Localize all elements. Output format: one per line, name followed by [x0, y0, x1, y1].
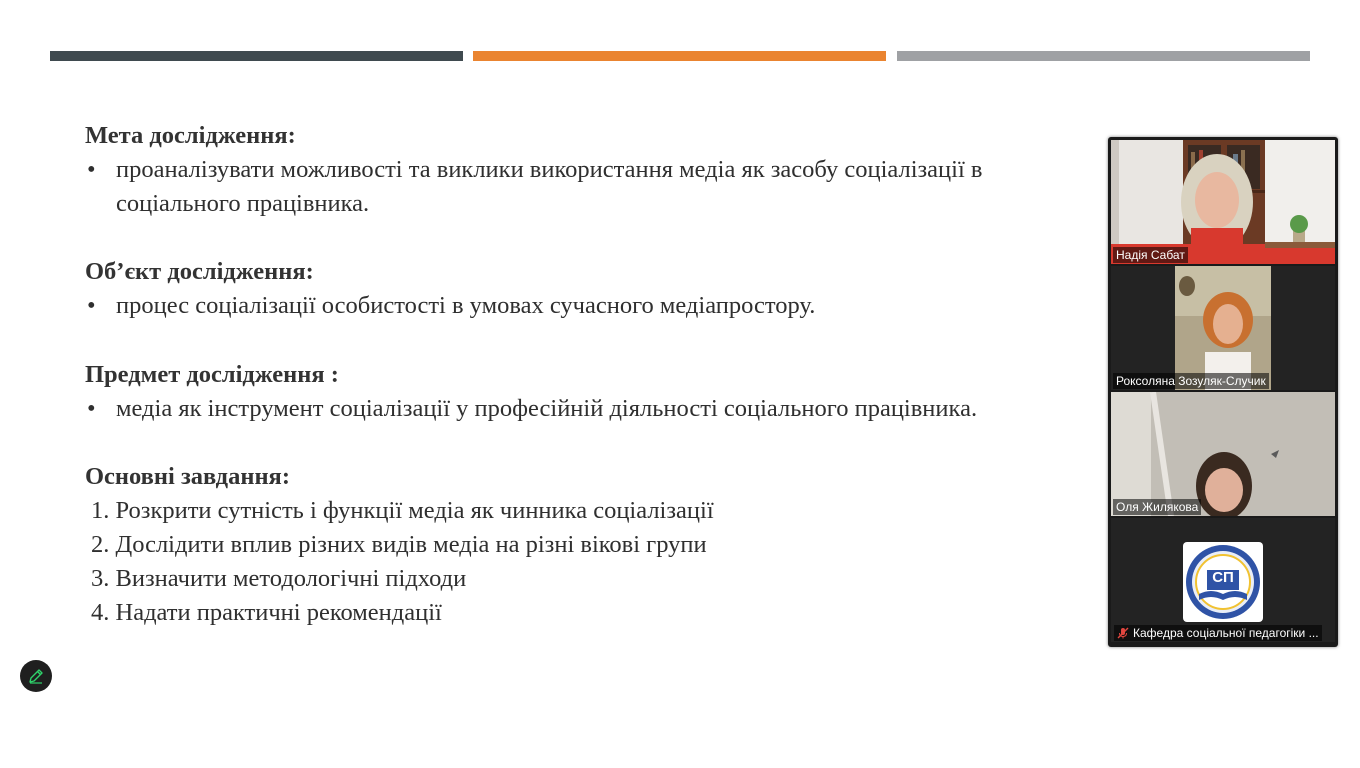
participant-name: Роксоляна Зозуляк-Случик	[1113, 373, 1269, 389]
subject-bullet	[85, 392, 1125, 426]
logo-text: СП	[1212, 569, 1234, 586]
task-item: 3. Визначити методологічні підходи	[91, 565, 467, 592]
participant-tile[interactable]	[1111, 140, 1335, 264]
tasks-heading: Основні завдання:	[85, 463, 290, 490]
object-heading: Об’єкт дослідження:	[85, 258, 314, 285]
video-gallery-panel[interactable]	[1108, 137, 1338, 647]
participant-video	[1111, 266, 1335, 390]
participant-name: Кафедра соціальної педагогіки ...	[1133, 626, 1319, 640]
object-bullet	[85, 289, 1125, 323]
slide-content	[85, 119, 1125, 630]
participant-tile-active-speaker[interactable]	[1111, 392, 1335, 516]
goal-bullet-line1: проаналізувати можливості та виклики використання медіа як засобу соціалізації в	[116, 156, 983, 183]
participant-tile[interactable]	[1111, 518, 1335, 642]
goal-bullet	[85, 153, 1125, 221]
header-bar-dark	[50, 51, 463, 61]
participant-name: Оля Жилякова	[1113, 499, 1201, 515]
goal-heading: Мета дослідження:	[85, 122, 296, 149]
participant-tile[interactable]	[1111, 266, 1335, 390]
subject-heading: Предмет дослідження :	[85, 361, 339, 388]
mic-off-icon	[1117, 627, 1129, 639]
participant-video	[1111, 392, 1335, 516]
participant-video	[1111, 140, 1335, 264]
task-item: 2. Дослідити вплив різних видів медіа на різні вікові групи	[91, 531, 707, 558]
pen-icon	[27, 667, 45, 685]
bullet-dot: •	[87, 292, 96, 319]
object-bullet-text: процес соціалізації особистості в умовах сучасного медіапростору.	[116, 292, 816, 319]
bullet-dot: •	[87, 156, 96, 183]
goal-bullet-line2: соціального працівника.	[116, 190, 370, 217]
participant-name: Надія Сабат	[1113, 247, 1188, 263]
bullet-dot: •	[87, 395, 96, 422]
header-bar-gray	[897, 51, 1310, 61]
tasks-list	[85, 494, 1125, 630]
header-bar-orange	[473, 51, 886, 61]
task-item: 1. Розкрити сутність і функції медіа як чинника соціалізації	[91, 497, 714, 524]
subject-bullet-text: медіа як інструмент соціалізації у професійній діяльності соціального працівника.	[116, 395, 978, 422]
task-item: 4. Надати практичні рекомендації	[91, 599, 442, 626]
participant-name-bar	[1114, 625, 1322, 641]
annotate-button[interactable]	[20, 660, 52, 692]
participant-logo	[1183, 542, 1263, 622]
